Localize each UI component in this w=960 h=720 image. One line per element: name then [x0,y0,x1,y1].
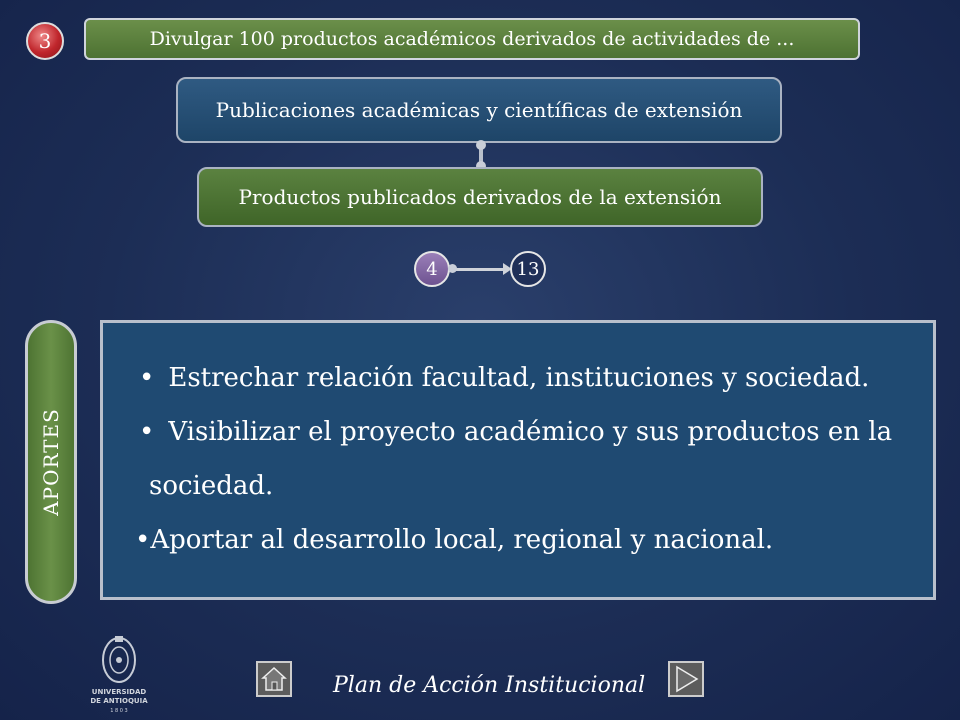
play-next-icon [670,663,702,695]
node-publicaciones-label: Publicaciones académicas y científicas de extensión [215,98,743,122]
list-item [139,351,913,405]
connector-dot-top [476,140,486,150]
goal-text: Divulgar 100 productos académicos derivados de actividades de ... [149,28,795,50]
node-productos-label: Productos publicados derivados de la extensión [238,185,722,209]
aportes-content-box [100,320,936,600]
list-item [139,405,913,459]
bullet-icon: • [139,417,155,447]
list-item-continuation [139,459,913,513]
progress-arrow-line [452,268,506,271]
logo-text-1: UNIVERSIDAD [91,688,147,696]
home-button[interactable] [256,661,292,697]
logo-text-2: DE ANTIOQUIA [90,697,148,705]
university-seal-icon [88,634,150,714]
step-number-badge [26,22,64,60]
footer-title: Plan de Acción Institucional [333,673,646,698]
list-item-text: Visibilizar el proyecto académico y sus productos en la [168,417,893,447]
next-button[interactable] [668,661,704,697]
bullet-icon: • [139,363,155,393]
university-logo [88,634,150,714]
to-value: 13 [516,258,540,280]
list-item [135,513,913,567]
home-icon [258,663,290,695]
from-value: 4 [426,258,438,280]
from-value-circle [414,251,450,287]
goal-banner [84,18,860,60]
step-number: 3 [38,29,52,53]
list-item-text: Estrechar relación facultad, instituciones y sociedad. [168,363,870,393]
list-item-text: Aportar al desarrollo local, regional y nacional. [150,525,774,555]
node-productos[interactable] [197,167,763,227]
logo-year: 1 8 0 3 [110,708,128,714]
aportes-list [135,351,913,567]
aportes-tab [25,320,77,604]
aportes-label: APORTES [39,408,63,516]
node-publicaciones[interactable] [176,77,782,143]
to-value-circle [510,251,546,287]
arrow-start-dot [448,264,457,273]
bullet-icon: • [135,525,151,555]
list-item-text: sociedad. [149,471,274,501]
